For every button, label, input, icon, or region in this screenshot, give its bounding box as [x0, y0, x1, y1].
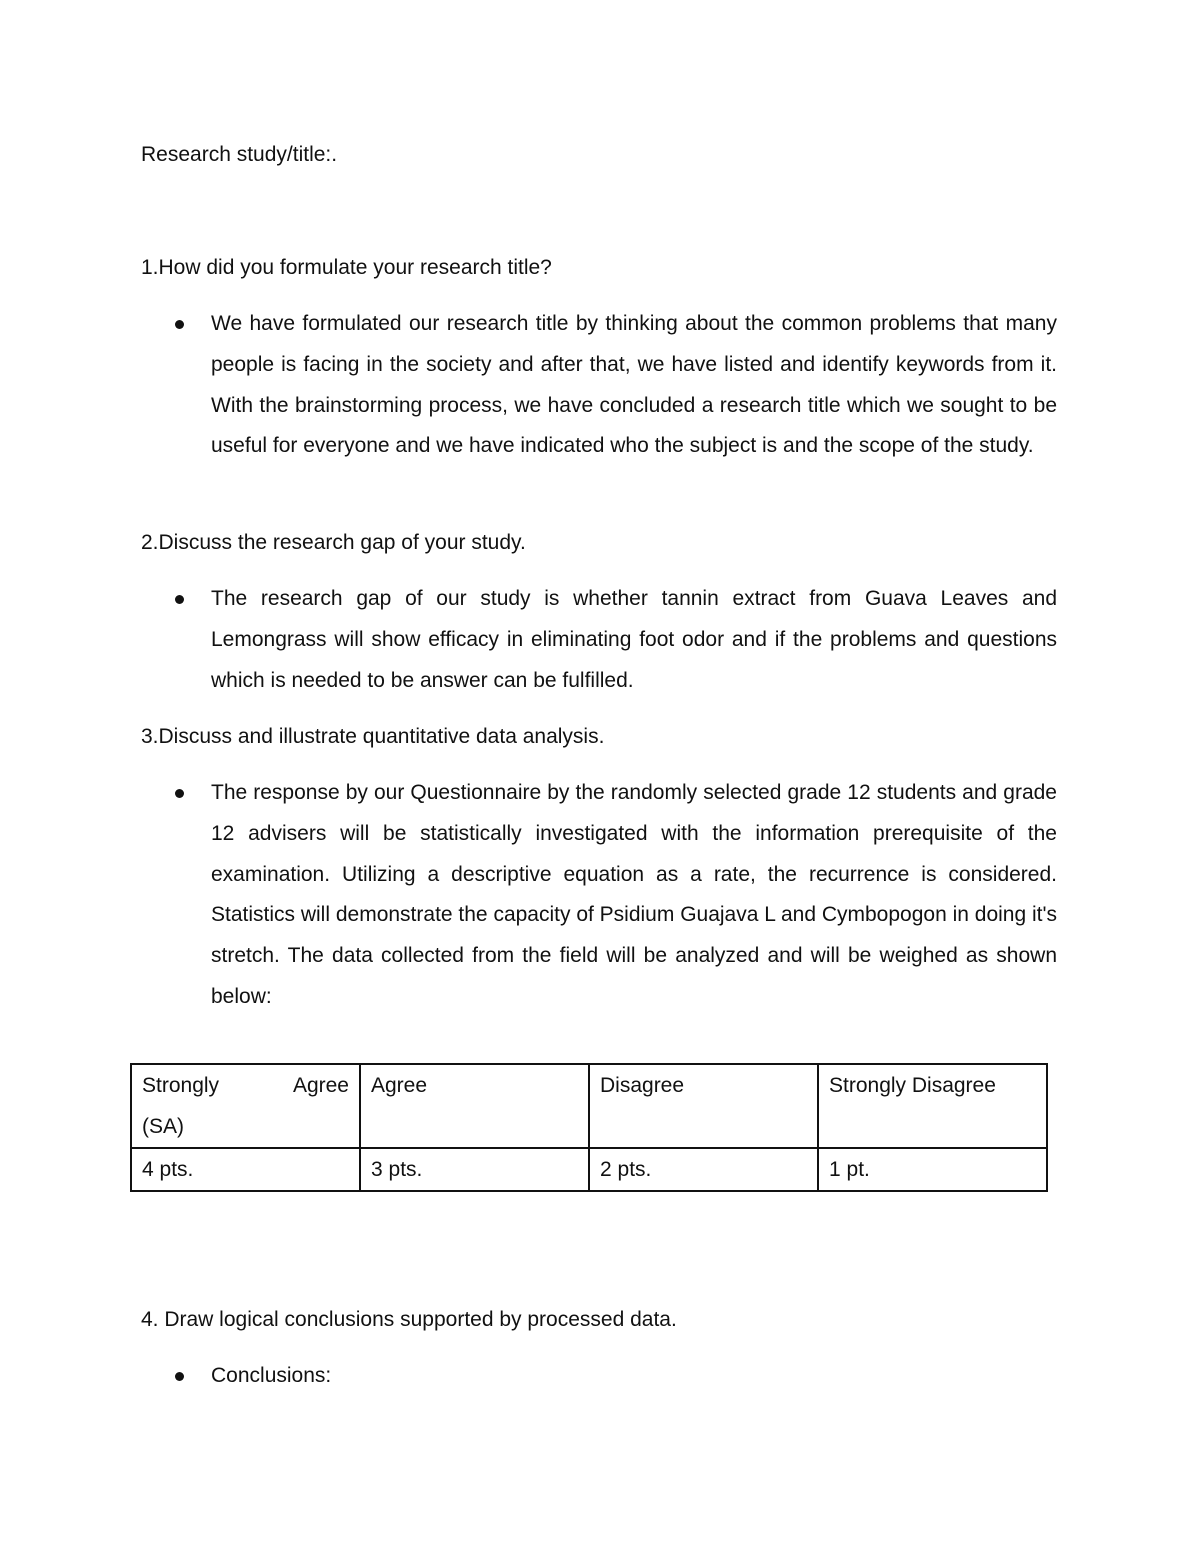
answer-1: We have formulated our research title by thinking about the common problems that many people is facing in the society and after that, we have listed and identify keywords from it. With the brainstorming process, we have concluded a research title which we sought to be useful for everyone and we have indicated who the subject is and the scope of the study.: [211, 312, 1057, 458]
question-1: 1.How did you formulate your research title?: [141, 256, 552, 279]
header-agree: Agree: [360, 1064, 589, 1148]
table-header-row: [131, 1064, 1047, 1148]
bullet-icon: [175, 1372, 184, 1381]
header-disagree: Disagree: [589, 1064, 818, 1148]
rating-scale-table: [130, 1063, 1048, 1192]
research-title-line: Research study/title:.: [141, 143, 338, 166]
header-text: Strongly: [142, 1074, 220, 1097]
value-agree: 3 pts.: [360, 1148, 589, 1191]
question-4: 4. Draw logical conclusions supported by processed data.: [141, 1308, 677, 1331]
question-3: 3.Discuss and illustrate quantitative data analysis.: [141, 725, 605, 748]
header-strongly-disagree: Strongly Disagree: [818, 1064, 1047, 1148]
value-strongly-agree: 4 pts.: [131, 1148, 360, 1191]
bullet-icon: [175, 320, 184, 329]
value-disagree: 2 pts.: [589, 1148, 818, 1191]
header-text: (SA): [142, 1115, 184, 1138]
answer-3: The response by our Questionnaire by the randomly selected grade 12 students and grade 12 advisers will be statistically investigated with the information prerequisite of the examination. Utilizing a descriptive equation as a rate, the recurrence is considered. Statistics will demonstrate the capacity of Psidium Guajava L and Cymbopogon in doing it's stretch. The data collected from the field will be analyzed and will be weighed as shown below:: [211, 781, 1057, 1008]
header-strongly-agree: [131, 1064, 360, 1148]
bullet-icon: [175, 789, 184, 798]
header-text: Agree: [292, 1074, 349, 1097]
table-row: [131, 1148, 1047, 1191]
answer-4: Conclusions:: [211, 1364, 332, 1387]
question-2: 2.Discuss the research gap of your study.: [141, 531, 526, 554]
bullet-icon: [175, 595, 184, 604]
answer-2: The research gap of our study is whether tannin extract from Guava Leaves and Lemongrass will show efficacy in eliminating foot odor and if the problems and questions which is needed to be answer can be fulfilled.: [211, 587, 1057, 692]
value-strongly-disagree: 1 pt.: [818, 1148, 1047, 1191]
